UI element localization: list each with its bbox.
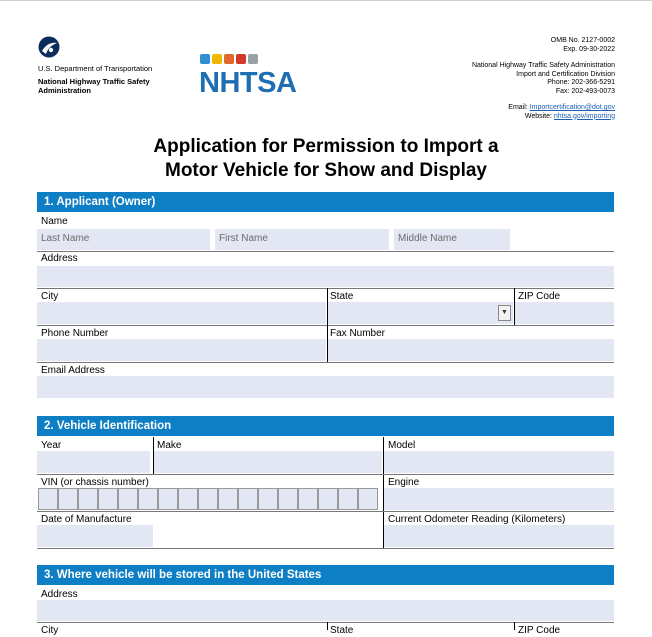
vin-character-box[interactable] (138, 488, 158, 510)
divider (37, 362, 614, 363)
car-icon (200, 54, 210, 64)
expiration-date: Exp. 09-30-2022 (563, 45, 615, 53)
omb-number: OMB No. 2127-0002 (550, 37, 615, 44)
storage-zip-label: ZIP Code (518, 625, 561, 636)
vin-character-box[interactable] (318, 488, 338, 510)
divider (327, 622, 328, 630)
vin-character-box[interactable] (158, 488, 178, 510)
section1-header: 1. Applicant (Owner) (37, 192, 614, 212)
website-link[interactable]: nhtsa.gov/importing (553, 112, 615, 120)
agency-name: National Highway Traffic Safety Administration (38, 77, 150, 95)
person-icon (224, 54, 234, 64)
zip-input[interactable] (515, 302, 614, 324)
odometer-label: Current Odometer Reading (Kilometers) (388, 514, 566, 525)
vin-character-box[interactable] (178, 488, 198, 510)
state-dropdown-button[interactable]: ▼ (498, 305, 511, 321)
email-address-label: Email Address (41, 365, 105, 376)
vin-character-box[interactable] (298, 488, 318, 510)
steering-icon (212, 54, 222, 64)
storage-address-label: Address (41, 589, 78, 600)
vin-character-box[interactable] (118, 488, 138, 510)
vin-character-box[interactable] (358, 488, 378, 510)
vin-character-box[interactable] (238, 488, 258, 510)
star-icon (248, 54, 258, 64)
vin-character-box[interactable] (198, 488, 218, 510)
phone-number: Phone: 202-366-5291 (547, 79, 615, 86)
engine-input[interactable] (384, 488, 614, 510)
vin-character-box[interactable] (78, 488, 98, 510)
section3-header: 3. Where vehicle will be stored in the United States (37, 565, 614, 585)
fax-number: Fax: 202-493-0073 (555, 87, 615, 95)
divider (514, 622, 515, 630)
city-label: City (41, 291, 59, 302)
vin-character-box[interactable] (338, 488, 358, 510)
year-input[interactable] (37, 451, 150, 473)
last-name-input[interactable]: Last Name (37, 229, 210, 250)
storage-state-label: State (330, 625, 354, 636)
page-title: Application for Permission to Import a Motor Vehicle for Show and Display (153, 136, 499, 181)
address-input[interactable] (37, 266, 614, 287)
divider (37, 622, 614, 623)
department-name: U.S. Department of Transportation (38, 64, 153, 73)
divider (37, 288, 614, 289)
division-name: Import and Certification Division (516, 70, 615, 78)
website-line: Website: nhtsa.gov/importing (524, 112, 615, 120)
divider (37, 548, 614, 549)
vin-character-box[interactable] (218, 488, 238, 510)
state-label: State (330, 291, 354, 302)
middle-name-input[interactable]: Middle Name (394, 229, 510, 250)
vin-input[interactable] (38, 488, 378, 510)
vin-label: VIN (or chassis number) (41, 477, 149, 488)
first-name-input[interactable]: First Name (215, 229, 389, 250)
email-line: Email: Importcertification@dot.gov (508, 104, 615, 111)
nhtsa-brand-logo: NHTSA (199, 67, 297, 99)
storage-address-input[interactable] (37, 600, 614, 621)
dot-logo-icon (38, 36, 60, 58)
make-input[interactable] (154, 451, 382, 473)
vin-character-box[interactable] (58, 488, 78, 510)
zip-label: ZIP Code (518, 291, 561, 302)
name-label: Name (41, 216, 68, 227)
odometer-input[interactable] (384, 525, 614, 547)
divider (37, 251, 614, 252)
warning-icon (236, 54, 246, 64)
vin-character-box[interactable] (98, 488, 118, 510)
nhtsa-brand-icons (200, 54, 258, 64)
section2-header: 2. Vehicle Identification (37, 416, 614, 436)
phone-label: Phone Number (41, 328, 109, 339)
vin-character-box[interactable] (278, 488, 298, 510)
vin-character-box[interactable] (258, 488, 278, 510)
date-of-manufacture-input[interactable] (37, 525, 153, 547)
fax-input[interactable] (328, 339, 614, 361)
state-select[interactable] (328, 302, 513, 324)
divider (37, 511, 614, 512)
city-input[interactable] (37, 302, 326, 324)
model-input[interactable] (384, 451, 614, 473)
fax-label: Fax Number (330, 328, 386, 339)
page-top-border (0, 0, 652, 1)
divider (37, 325, 614, 326)
engine-label: Engine (388, 477, 420, 488)
storage-city-label: City (41, 625, 59, 636)
email-input[interactable] (37, 376, 614, 398)
divider (37, 474, 614, 475)
make-label: Make (157, 440, 182, 451)
right-agency-name: National Highway Traffic Safety Administration (471, 62, 615, 69)
year-label: Year (41, 440, 62, 451)
phone-input[interactable] (37, 339, 326, 361)
email-link[interactable]: Importcertification@dot.gov (529, 104, 615, 111)
model-label: Model (388, 440, 416, 451)
address-label: Address (41, 253, 78, 264)
date-of-manufacture-label: Date of Manufacture (41, 514, 132, 525)
vin-character-box[interactable] (38, 488, 58, 510)
